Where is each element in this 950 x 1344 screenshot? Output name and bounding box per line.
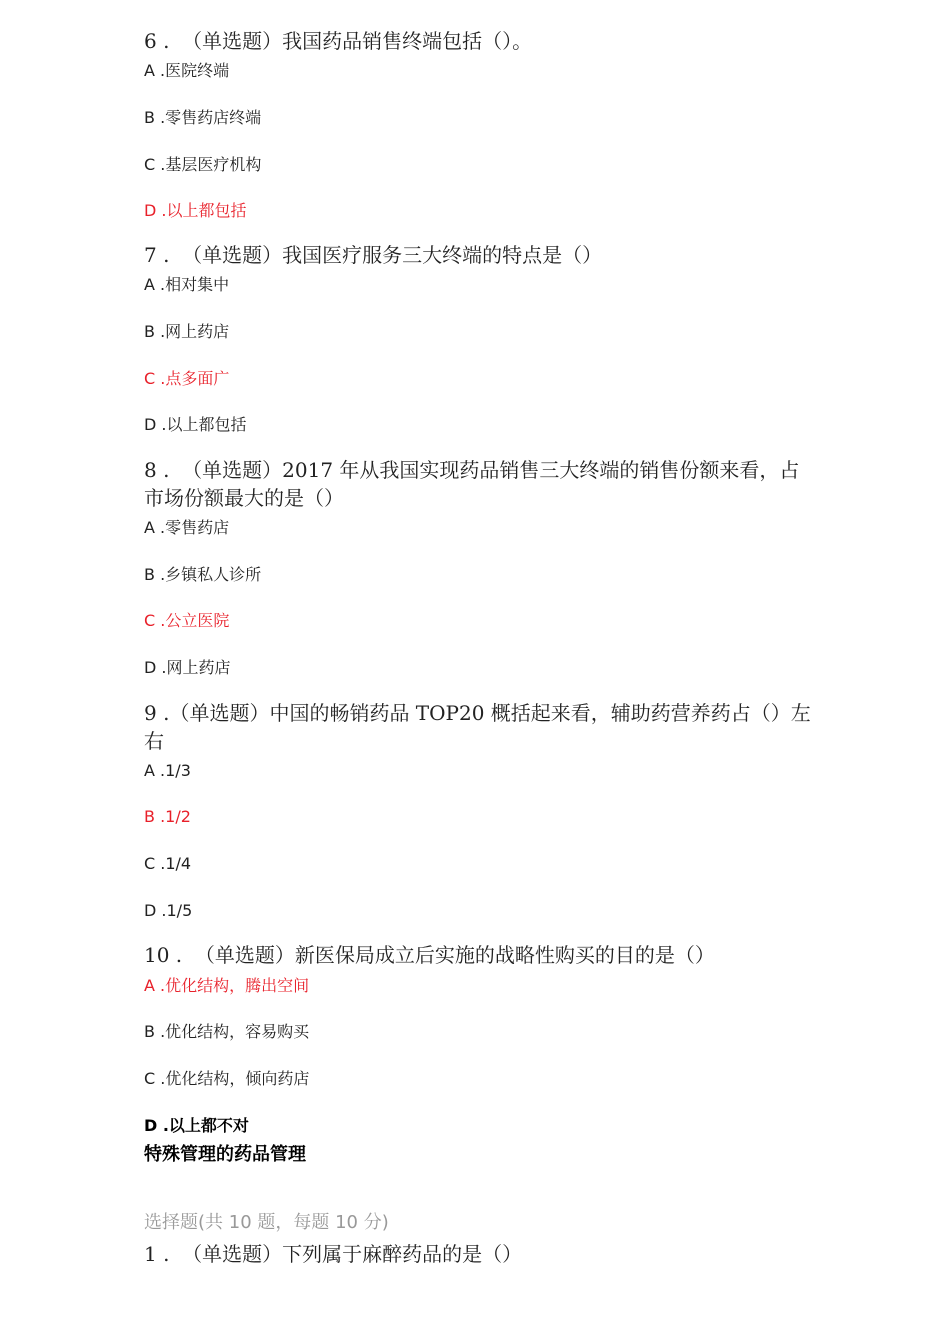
question-7-option-a[interactable]: A .相对集中 <box>144 275 230 294</box>
question-10-option-d[interactable]: D .以上都不对 <box>144 1116 249 1135</box>
question-10-option-b[interactable]: B .优化结构，容易购买 <box>144 1022 310 1041</box>
question-8-option-d[interactable]: D .网上药店 <box>144 658 231 677</box>
question-8-title: 8 . （单选题）2017 年从我国实现药品销售三大终端的销售份额来看，占市场份额最大的是（） <box>144 458 800 510</box>
question-6-option-c[interactable]: C .基层医疗机构 <box>144 155 262 174</box>
question-7-title: 7 . （单选题）我国医疗服务三大终端的特点是（） <box>144 243 603 267</box>
question-10-title: 10 . （单选题）新医保局成立后实施的战略性购买的目的是（） <box>144 943 715 967</box>
question-7-option-b[interactable]: B .网上药店 <box>144 322 230 341</box>
question-1-title: 1 . （单选题）下列属于麻醉药品的是（） <box>144 1242 523 1266</box>
question-7-option-d[interactable]: D .以上都包括 <box>144 415 247 434</box>
question-9-option-d[interactable]: D .1/5 <box>144 901 193 920</box>
question-10-option-c[interactable]: C .优化结构，倾向药店 <box>144 1069 310 1088</box>
question-6-option-d[interactable]: D .以上都包括 <box>144 201 247 220</box>
question-6-option-a[interactable]: A .医院终端 <box>144 61 230 80</box>
question-9-option-b[interactable]: B .1/2 <box>144 807 191 826</box>
question-7-option-c[interactable]: C .点多面广 <box>144 369 230 388</box>
question-6-option-b[interactable]: B .零售药店终端 <box>144 108 262 127</box>
question-6-title: 6 . （单选题）我国药品销售终端包括（）。 <box>144 29 533 53</box>
question-10-option-a[interactable]: A .优化结构，腾出空间 <box>144 976 310 995</box>
chapter-title: 特殊管理的药品管理 <box>144 1144 306 1165</box>
question-9-title: 9 .（单选题）中国的畅销药品 TOP20 概括起来看，辅助药营养药占（）左右 <box>144 701 811 753</box>
section-header: 选择题(共 10 题，每题 10 分) <box>144 1212 389 1233</box>
question-8-option-b[interactable]: B .乡镇私人诊所 <box>144 565 262 584</box>
question-8-option-a[interactable]: A .零售药店 <box>144 518 230 537</box>
question-9-option-a[interactable]: A .1/3 <box>144 761 191 780</box>
question-9-option-c[interactable]: C .1/4 <box>144 854 192 873</box>
question-8-option-c[interactable]: C .公立医院 <box>144 611 230 630</box>
